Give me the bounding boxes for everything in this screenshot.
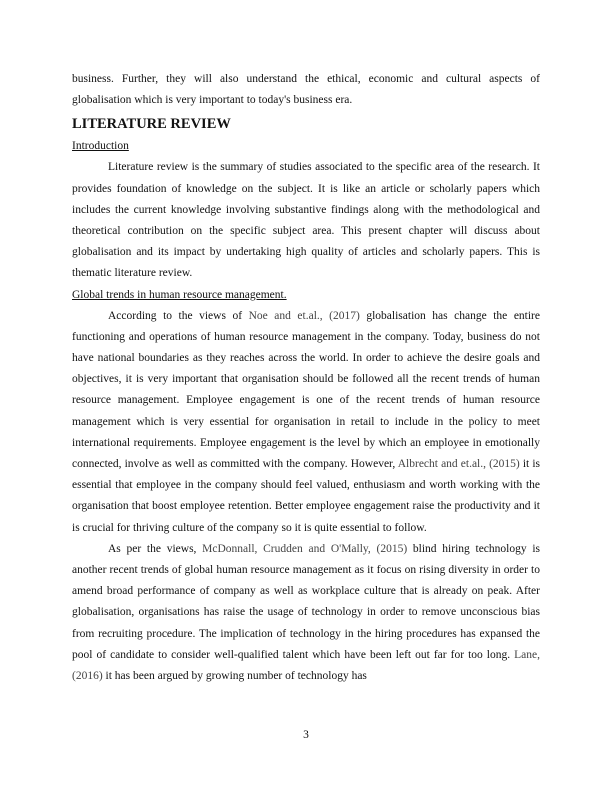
section-heading: LITERATURE REVIEW [72, 116, 231, 133]
introduction-paragraph: Literature review is the summary of studies associated to the specific area of the research. It provides foundation of knowledge on the subject. It is like an article or scholarly papers which includes the current knowledge involving substantive findings along with the methodological and theoretical contribution on the specific subject area. This present chapter will discuss about globalisation and its impact by undertaking high quality of articles and scholarly papers. This is thematic literature review. [72, 161, 540, 280]
paragraph-text: it has been argued by growing number of technology has [102, 670, 367, 683]
paragraph-text: it is essential that employee in the company should feel valued, enthusiasm and worth working with the organisation that boost employee retention. Better employee engagement raise the productivity and it is crucial for thriving culture of the company so it is quite essential to follow. [72, 458, 540, 534]
paragraph-text: As per the views, [108, 542, 203, 555]
citation: McDonnall, Crudden and O'Mally, (2015) [202, 542, 408, 555]
paragraph-text: According to the views of [108, 309, 249, 322]
citation: Lane, (2016) [72, 648, 540, 683]
global-trends-paragraph-2 [72, 539, 540, 687]
paragraph-text: globalisation has change the entire functioning and operations of human resource management in the company. Today, business do not have national boundaries as they reaches across the world. In order to achieve the desire goals and objectives, it is very important that organisation should be followed all the recent trends of human resource management. Employee engagement is one of the recent trends of human resource management which is very essential for organisation in retail to include in the policy to meet international requirements. Employee engagement is the level by which an employee in emotionally connected, involve as well as committed with the company. However, [72, 309, 540, 471]
global-trends-subheading: Global trends in human resource management. [72, 288, 287, 301]
global-trends-paragraph-1 [72, 306, 540, 539]
citation: Albrecht and et.al., (2015) [397, 458, 520, 471]
opening-paragraph: business. Further, they will also understand the ethical, economic and cultural aspects of globalisation which is very important to today's business era. [72, 73, 540, 107]
document-page [72, 69, 540, 687]
paragraph-text: blind hiring technology is another recent trends of global human resource management as it focus on rising diversity in order to amend broad performance of company as well as workplace culture that is already on peak. After globalisation, organisations has raise the usage of technology in order to remove unconscious bias from recruiting procedure. The implication of technology in the hiring procedures has expansed the pool of candidate to consider well-qualified talent which have been left out far for too long. [72, 542, 540, 661]
introduction-subheading: Introduction [72, 140, 129, 153]
page-number: 3 [303, 729, 309, 741]
citation: Noe and et.al., (2017) [248, 309, 360, 322]
